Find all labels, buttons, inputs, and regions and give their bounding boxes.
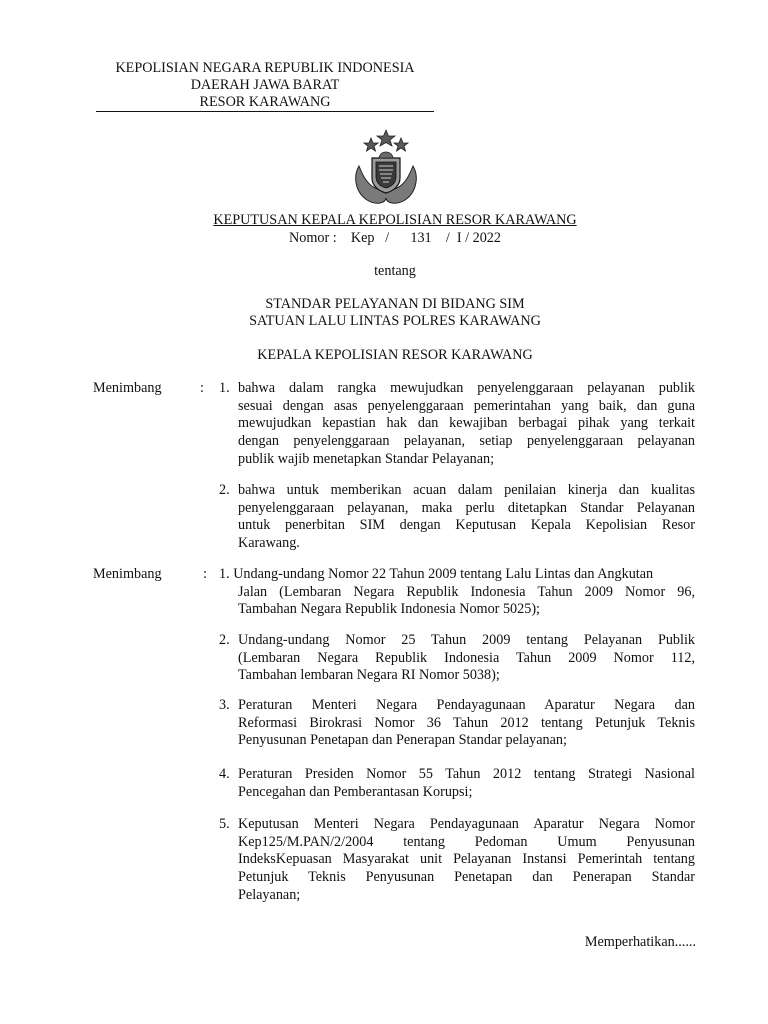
consideration-item-1 [238,380,695,469]
decree-issuer: KEPALA KEPOLISIAN RESOR KARAWANG [257,347,533,363]
legal-basis-item-1 [219,566,695,619]
legal-basis-item-3 [238,697,695,750]
text-line: Keputusan Menteri Negara Pendayagunaan Aparatur Negara Nomor [238,816,695,832]
text-line: IndeksKepuasan Masyarakat unit Pelayanan Instansi Pemerintah tentang [238,851,695,868]
text-line: Kep125/M.PAN/2/2004 tentang Pedoman Umum Penyusunan [238,833,695,850]
text-line: Peraturan Menteri Negara Pendayagunaan Aparatur Negara dan [238,697,695,713]
item-number: 2. [219,482,230,498]
consideration-item-2 [238,482,695,553]
decree-subject-line-1: STANDAR PELAYANAN DI BIDANG SIM [265,296,525,312]
text-line: untuk penerbitan SIM dengan Keputusan Kepala Kepolisian Resor [238,517,695,534]
text-line: Penyusunan Penetapan dan Penerapan Standar pelayanan; [238,732,567,749]
text-line: Pencegahan dan Pemberantasan Korupsi; [238,783,473,800]
text-line: mewujudkan kepastian hak dan kewajiban berbagai pihak yang terkait [238,415,695,432]
letterhead [96,60,434,111]
section-label-menimbang: Menimbang [93,566,162,582]
text-line: Karawang. [238,535,300,552]
item-number: 3. [219,697,230,713]
text-line: bahwa untuk memberikan acuan dalam penilaian kinerja dan kualitas [238,482,695,498]
letterhead-rule [96,111,434,112]
section-label-menimbang: Menimbang [93,380,162,396]
item-number: 1. [219,380,230,396]
legal-basis-item-2 [238,632,695,685]
text-line: (Lembaran Negara Republik Indonesia Tahun 2009 Nomor 112, [238,649,695,666]
text-line: Undang-undang Nomor 25 Tahun 2009 tentang Pelayanan Publik [238,632,695,648]
text-line: dengan penyelenggaraan pelayanan, setiap penyelenggaraan pelayanan [238,433,695,450]
text-line: Tambahan lembaran Negara RI Nomor 5038); [238,667,500,684]
text-line: Reformasi Birokrasi Nomor 36 Tahun 2012 tentang Petunjuk Teknis [238,714,695,731]
legal-basis-item-4 [238,766,695,801]
decree-number: Nomor : Kep / 131 / I / 2022 [288,230,501,246]
text-line: penyelenggaraan pelayanan, maka perlu ditetapkan Standar Pelayanan [238,499,695,516]
decree-subject-line-2: SATUAN LALU LINTAS POLRES KARAWANG [249,313,541,329]
text-line: Peraturan Presiden Nomor 55 Tahun 2012 tentang Strategi Nasional [238,766,695,782]
text-line: Tambahan Negara Republik Indonesia Nomor 5025); [238,601,540,618]
letterhead-line-3: RESOR KARAWANG [199,94,331,110]
text-line: 1. Undang-undang Nomor 22 Tahun 2009 tentang Lalu Lintas dan Angkutan [219,566,654,582]
text-line: Jalan (Lembaran Negara Republik Indonesia Tahun 2009 Nomor 96, [238,583,695,600]
continuation-note: Memperhatikan...... [584,934,696,950]
legal-basis-item-5 [238,816,695,905]
decree-title: KEPUTUSAN KEPALA KEPOLISIAN RESOR KARAWANG [213,212,577,228]
decree-tentang: tentang [374,263,416,279]
letterhead-line-2: DAERAH JAWA BARAT [190,77,340,93]
item-number: 4. [219,766,230,782]
text-line: bahwa dalam rangka mewujudkan penyelenggaraan pelayanan publik [238,380,695,396]
text-line: sesuai dengan asas penyelenggaraan pemerintahan yang baik, dan guna [238,397,695,414]
text-line: Petunjuk Teknis Penyusunan Penetapan dan Penerapan Standar [238,869,695,886]
police-emblem-icon [349,128,423,206]
letterhead-line-1: KEPOLISIAN NEGARA REPUBLIK INDONESIA [115,60,415,76]
text-line: Pelayanan; [238,886,301,903]
text-line: publik wajib menetapkan Standar Pelayanan; [238,450,495,467]
section-colon: : [200,380,204,396]
item-number: 2. [219,632,230,648]
section-colon: : [203,566,207,582]
item-number: 5. [219,816,230,832]
